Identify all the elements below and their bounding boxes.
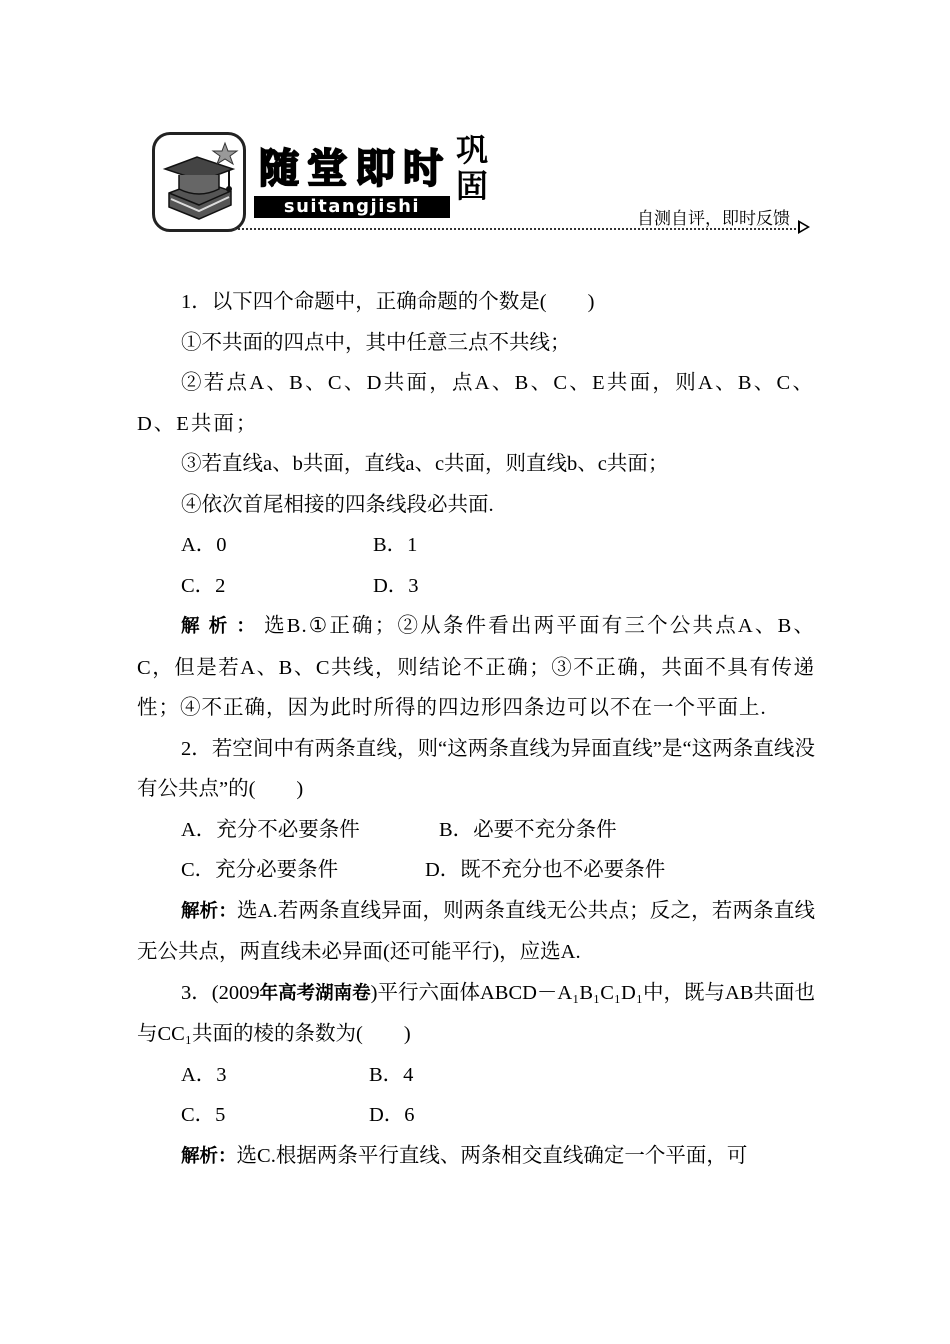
question-3-options bbox=[137, 1055, 815, 1096]
question-1-analysis bbox=[137, 606, 815, 729]
arrow-right-icon bbox=[798, 220, 810, 234]
banner-pinyin: suitangjishi bbox=[254, 196, 450, 218]
option-d: D．6 bbox=[369, 1104, 415, 1126]
question-3-analysis bbox=[137, 1136, 815, 1178]
question-2-options bbox=[137, 810, 815, 851]
banner-slogan: 自测自评，即时反馈 bbox=[637, 209, 790, 229]
question-1-statement: ②若点A、B、C、D共面，点A、B、C、E共面，则A、B、C、D、E共面； bbox=[137, 372, 815, 435]
question-3-number: 3．(2009 bbox=[181, 981, 260, 1004]
question-1-options bbox=[137, 566, 815, 607]
option-c: C．5 bbox=[181, 1104, 226, 1126]
question-2-stem: 2．若空间中有两条直线，则“这两条直线为异面直线”是“这两条直线没有公共点”的( ) bbox=[137, 737, 815, 800]
question-3-options bbox=[137, 1095, 815, 1136]
analysis-text: 选B.①正确；②从条件看出两平面有三个公共点A、B、C，但是若A、B、C共线，则结论不正确；③不正确，共面不具有传递性；④不正确，因为此时所得的四边形四条边可以不在一个平面上. bbox=[137, 615, 815, 719]
question-1-statement: ③若直线a、b共面，直线a、c共面，则直线b、c共面； bbox=[181, 453, 669, 475]
analysis-label: 解析： bbox=[181, 900, 238, 922]
option-b: B．4 bbox=[369, 1063, 414, 1086]
banner-title bbox=[256, 146, 446, 192]
question-1-statement: ①不共面的四点中，其中任意三点不共线； bbox=[181, 331, 571, 354]
question-1-stem: 1．以下四个命题中，正确命题的个数是( ) bbox=[181, 291, 595, 313]
option-b: B．必要不充分条件 bbox=[439, 818, 617, 841]
banner-title-char: 堂 bbox=[307, 146, 347, 192]
section-banner bbox=[150, 128, 810, 240]
option-a: A．3 bbox=[181, 1063, 227, 1086]
question-2-analysis bbox=[137, 891, 815, 973]
exercise-content bbox=[137, 282, 815, 1177]
option-c: C．2 bbox=[181, 574, 226, 597]
analysis-label: 解析： bbox=[181, 1145, 237, 1167]
analysis-text: 选C.根据两条平行直线、两条相交直线确定一个平面，可 bbox=[236, 1144, 748, 1167]
question-3-source: 年高考湖南卷 bbox=[259, 982, 371, 1004]
graduation-cap-books-icon bbox=[152, 132, 246, 232]
banner-title-char: 时 bbox=[403, 146, 443, 192]
dotted-divider bbox=[234, 228, 796, 230]
question-2-options bbox=[137, 850, 815, 891]
option-a: A．充分不必要条件 bbox=[181, 818, 360, 841]
question-1-options bbox=[137, 525, 815, 566]
question-3-stem bbox=[137, 973, 815, 1055]
option-d: D．既不充分也不必要条件 bbox=[425, 859, 666, 881]
analysis-label: 解析： bbox=[181, 616, 265, 637]
question-1-statement: ④依次首尾相接的四条线段必共面. bbox=[181, 493, 494, 516]
analysis-text: 选A.若两条直线异面，则两条直线无公共点；反之，若两条直线无公共点，两直线未必异面(还可能平行)，应选A. bbox=[137, 899, 815, 963]
question-3-text: )平行六面体ABCD－A₁B₁C₁D₁中，既与AB共面也与CC₁共面的棱的条数为( ) bbox=[137, 981, 815, 1045]
banner-title-char: 随 bbox=[259, 146, 299, 192]
banner-title-end: 巩固 bbox=[456, 131, 489, 205]
banner-title-char: 即 bbox=[355, 146, 395, 192]
option-a: A．0 bbox=[181, 534, 227, 556]
option-b: B．1 bbox=[373, 534, 418, 556]
option-d: D．3 bbox=[373, 574, 419, 597]
option-c: C．充分必要条件 bbox=[181, 859, 339, 881]
